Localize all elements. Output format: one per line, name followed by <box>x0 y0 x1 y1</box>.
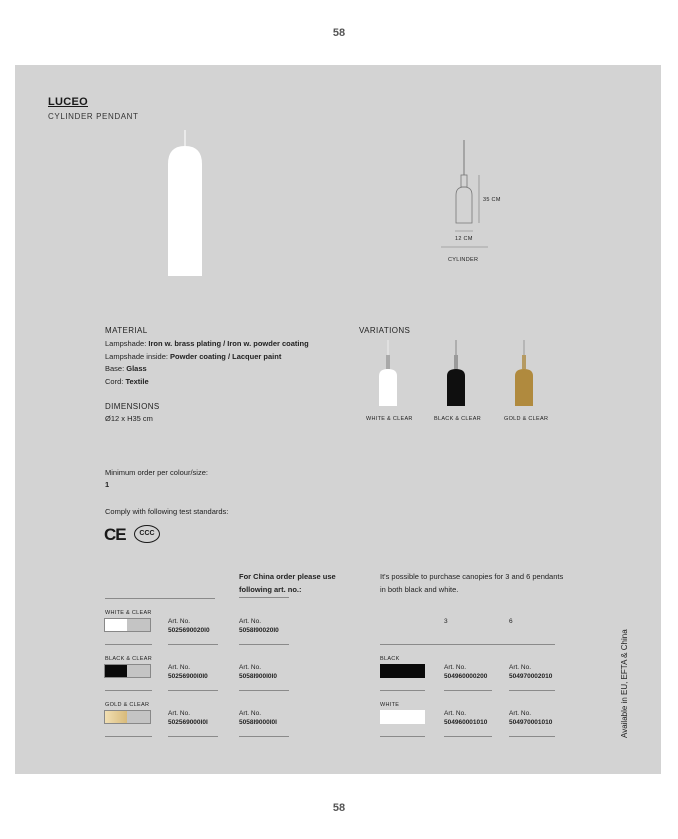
height-label: 35 CM <box>483 197 501 203</box>
canopy-6-white: Art. No. 504970001010 <box>509 710 553 726</box>
material-list <box>105 338 355 388</box>
canopy-label-white: WHITE <box>380 702 400 708</box>
minimum-order-value: 1 <box>105 480 110 489</box>
product-image-white <box>155 130 215 280</box>
variation-label-white: WHITE & CLEAR <box>366 416 413 422</box>
product-swatch-black <box>104 664 151 678</box>
product-subtitle: CYLINDER PENDANT <box>48 112 139 121</box>
width-label: 12 CM <box>455 236 473 242</box>
dimensions-value: Ø12 x H35 cm <box>105 414 153 423</box>
dimension-drawing <box>440 135 520 250</box>
product-panel <box>15 65 661 774</box>
art-no-white: Art. No. 5025690020I0 <box>168 618 210 634</box>
variation-label-gold: GOLD & CLEAR <box>504 416 549 422</box>
variation-label-black: BLACK & CLEAR <box>434 416 482 422</box>
variation-image-gold <box>511 340 541 408</box>
canopy-3-black: Art. No. 504960000200 <box>444 664 488 680</box>
canopy-3-white: Art. No. 504960001010 <box>444 710 488 726</box>
material-row-base: Base: Glass <box>105 364 147 373</box>
page-number-top: 58 <box>332 27 346 39</box>
product-swatch-white <box>104 618 151 632</box>
canopy-header-6: 6 <box>509 618 513 625</box>
material-row-inside: Lampshade inside: Powder coating / Lacquer paint <box>105 351 282 361</box>
page-number-bottom: 58 <box>332 802 346 814</box>
variation-image-white <box>375 340 405 408</box>
availability-note: Available in EU, EFTA & China <box>620 629 629 738</box>
canopy-swatch-black <box>380 664 425 678</box>
china-no-gold: Art. No. 5058I9000I0I <box>239 710 277 726</box>
china-order-note: For China order please use following art. no.: <box>239 572 336 594</box>
material-row-lampshade: Lampshade: Iron w. brass plating / Iron w. powder coating <box>105 339 309 348</box>
canopy-swatch-white <box>380 710 425 724</box>
variations-heading: VARIATIONS <box>359 326 411 335</box>
product-label-gold: GOLD & CLEAR <box>105 702 150 708</box>
art-no-black: Art. No. 50256900I0I0 <box>168 664 208 680</box>
canopy-label-black: BLACK <box>380 656 400 662</box>
shape-label: CYLINDER <box>448 257 479 263</box>
variation-image-black <box>443 340 473 408</box>
minimum-order-label: Minimum order per colour/size: <box>105 468 208 477</box>
material-row-cord: Cord: Textile <box>105 376 149 386</box>
canopy-header-3: 3 <box>444 618 448 625</box>
ccc-mark-icon: CCC <box>134 525 160 543</box>
product-label-black: BLACK & CLEAR <box>105 656 153 662</box>
ce-mark-icon: CE <box>104 525 126 544</box>
china-no-white: Art. No. 5058I90020I0 <box>239 618 279 634</box>
art-no-gold: Art. No. 502569000I0I <box>168 710 208 726</box>
standards-label: Comply with following test standards: <box>105 507 229 516</box>
material-heading: MATERIAL <box>105 326 148 335</box>
product-label-white: WHITE & CLEAR <box>105 610 152 616</box>
china-no-black: Art. No. 5058I900I0I0 <box>239 664 277 680</box>
product-title: LUCEO <box>48 96 88 108</box>
canopy-note: It's possible to purchase canopies for 3 and 6 pendants in both black and white. <box>380 572 564 594</box>
dimensions-heading: DIMENSIONS <box>105 402 160 411</box>
product-swatch-gold <box>104 710 151 724</box>
canopy-6-black: Art. No. 504970002010 <box>509 664 553 680</box>
